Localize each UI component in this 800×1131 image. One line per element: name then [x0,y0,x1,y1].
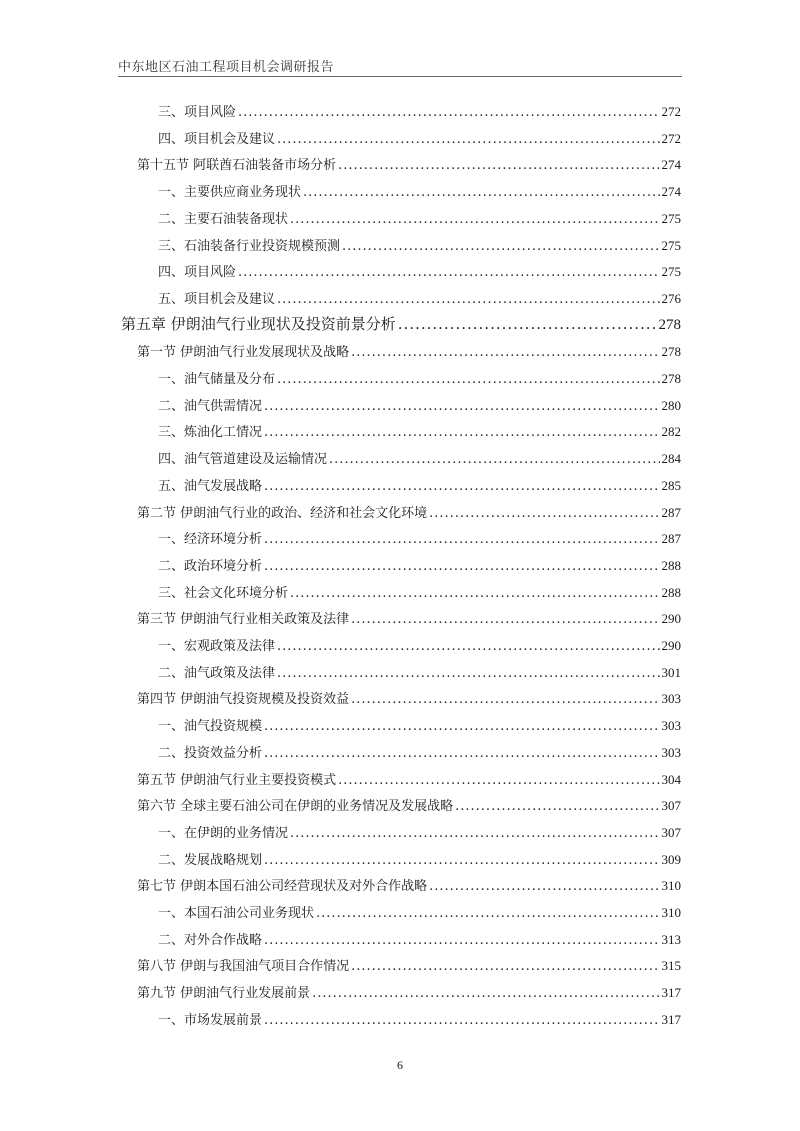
toc-entry[interactable] [158,288,681,310]
toc-entry-label: 一、油气投资规模 [158,719,263,735]
toc-entry-page: 315 [661,958,681,974]
toc-dot-leader [338,158,659,173]
toc-dot-leader [264,399,659,414]
toc-entry-page: 309 [661,851,681,867]
toc-entry[interactable] [158,101,681,123]
toc-entry-label: 一、油气储量及分布 [158,372,276,387]
toc-entry-page: 275 [661,210,681,226]
toc-entry-label: 三、炼油化工情况 [158,425,263,441]
toc-entry-label: 第十五节 阿联酋石油装备市场分析 [137,158,337,174]
toc-entry-label: 二、油气政策及法律 [158,665,276,681]
toc-dot-leader [455,799,659,814]
toc-entry-page: 282 [661,424,681,440]
toc-dot-leader [277,292,659,307]
toc-entry[interactable] [137,608,681,630]
toc-entry-page: 275 [661,237,681,253]
toc-entry[interactable] [137,955,681,977]
toc-entry[interactable] [158,421,681,443]
toc-entry-label: 第五章 伊朗油气行业现状及投资前景分析 [121,314,396,333]
toc-entry-page: 274 [661,184,681,200]
toc-entry[interactable] [158,181,681,203]
toc-entry[interactable] [158,555,681,577]
toc-dot-leader [277,666,659,681]
toc-dot-leader [351,345,659,360]
toc-dot-leader [264,425,659,440]
toc-entry-label: 一、宏观政策及法律 [158,639,276,654]
toc-dot-leader [316,906,659,921]
toc-entry-page: 317 [661,985,681,1001]
toc-dot-leader [264,532,659,547]
toc-dot-leader [277,639,659,654]
toc-entry-label: 二、投资效益分析 [158,745,263,761]
header-divider [118,76,682,77]
toc-entry-page: 272 [661,104,681,119]
toc-entry-page: 275 [661,264,681,280]
toc-entry-label: 一、本国石油公司业务现状 [158,906,315,921]
toc-entry-page: 301 [661,664,681,680]
toc-entry-label: 一、市场发展前景 [158,1012,263,1028]
toc-dot-leader [429,506,659,521]
toc-entry-label: 第九节 伊朗油气行业发展前景 [137,986,311,1002]
toc-entry[interactable] [137,769,681,791]
toc-entry[interactable] [158,902,681,924]
toc-entry[interactable] [158,128,681,150]
toc-entry-page: 313 [661,931,681,947]
toc-entry[interactable] [158,1009,681,1031]
toc-entry[interactable] [137,502,681,524]
toc-entry-label: 第六节 全球主要石油公司在伊朗的业务情况及发展战略 [137,799,454,815]
toc-entry-label: 第四节 伊朗油气投资规模及投资效益 [137,692,350,708]
toc-entry-page: 276 [661,290,681,306]
toc-dot-leader [264,853,659,868]
toc-dot-leader [290,586,659,601]
toc-entry-page: 284 [661,451,681,467]
toc-dot-leader [264,1013,659,1028]
toc-entry-label: 第二节 伊朗油气行业的政治、经济和社会文化环境 [137,505,428,521]
toc-entry-label: 第八节 伊朗与我国油气项目合作情况 [137,959,350,975]
toc-entry-label: 三、石油装备行业投资规模预测 [158,238,341,254]
toc-dot-leader [290,212,659,227]
toc-entry[interactable] [158,849,681,871]
toc-entry-label: 二、政治环境分析 [158,558,263,574]
toc-entry-label: 第三节 伊朗油气行业相关政策及法律 [137,612,350,628]
toc-dot-leader [264,559,659,574]
toc-dot-leader [351,959,659,974]
toc-entry[interactable] [158,662,681,684]
toc-entry-label: 四、项目机会及建议 [158,131,276,147]
toc-entry[interactable] [137,688,681,710]
toc-entry[interactable] [158,822,681,844]
toc-entry-label: 二、油气供需情况 [158,398,263,414]
toc-entry-page: 317 [661,1011,681,1027]
toc-entry-label: 二、发展战略规划 [158,852,263,868]
toc-dot-leader [277,372,659,387]
toc-dot-leader [303,185,659,200]
toc-entry-page: 280 [661,397,681,413]
toc-dot-leader [342,239,659,254]
toc-entry[interactable] [137,875,681,897]
toc-entry-label: 第一节 伊朗油气行业发展现状及战略 [137,345,350,361]
toc-dot-leader [429,879,659,894]
toc-entry[interactable] [158,395,681,417]
toc-entry-page: 310 [661,878,681,894]
toc-entry-page: 303 [661,691,681,707]
toc-dot-leader [264,479,659,494]
toc-entry[interactable] [137,154,681,176]
toc-entry-page: 290 [661,638,681,653]
toc-entry-label: 四、项目风险 [158,265,237,281]
toc-entry[interactable] [158,448,681,470]
toc-entry-page: 307 [661,824,681,840]
toc-entry-page: 278 [661,344,681,360]
toc-entry[interactable] [137,341,681,363]
toc-entry-page: 303 [661,744,681,760]
toc-entry-page: 303 [661,718,681,734]
toc-entry-label: 四、油气管道建设及运输情况 [158,452,328,468]
toc-dot-leader [351,612,659,627]
toc-dot-leader [290,826,659,841]
toc-entry[interactable] [158,235,681,257]
toc-dot-leader [277,132,659,147]
report-title: 中东地区石油工程项目机会调研报告 [118,60,335,75]
toc-entry-label: 三、项目风险 [158,105,237,120]
toc-entry[interactable] [158,528,681,550]
toc-dot-leader [398,315,657,333]
toc-entry[interactable] [137,982,681,1004]
toc-entry[interactable] [158,475,681,497]
toc-entry[interactable] [158,261,681,283]
toc-dot-leader [264,933,659,948]
toc-dot-leader [264,719,659,734]
toc-entry[interactable] [158,715,681,737]
toc-entry-label: 一、主要供应商业务现状 [158,185,302,201]
toc-entry-label: 五、项目机会及建议 [158,291,276,307]
toc-entry-page: 287 [661,531,681,547]
toc-entry-page: 288 [661,584,681,600]
toc-entry[interactable] [158,368,681,390]
toc-entry-page: 285 [661,477,681,493]
toc-entry-page: 274 [661,157,681,173]
toc-entry[interactable] [137,795,681,817]
toc-entry-label: 二、主要石油装备现状 [158,211,289,227]
toc-entry-label: 第五节 伊朗油气行业主要投资模式 [137,772,337,788]
toc-entry[interactable] [158,582,681,604]
toc-dot-leader [338,773,659,788]
toc-entry-page: 287 [661,504,681,520]
toc-dot-leader [312,986,659,1001]
toc-entry-label: 第七节 伊朗本国石油公司经营现状及对外合作战略 [137,879,428,895]
toc-entry-page: 290 [661,611,681,627]
toc-entry-label: 一、在伊朗的业务情况 [158,825,289,841]
toc-entry-page: 288 [661,557,681,573]
toc-entry-label: 三、社会文化环境分析 [158,585,289,601]
toc-entry[interactable] [158,742,681,764]
toc-entry[interactable] [158,929,681,951]
toc-entry-page: 278 [661,371,681,386]
toc-entry-page: 307 [661,798,681,814]
toc-entry[interactable] [158,208,681,230]
toc-entry[interactable] [121,313,681,335]
page-number: 6 [397,1058,403,1072]
toc-entry-label: 二、对外合作战略 [158,932,263,948]
toc-entry-page: 272 [661,130,681,146]
toc-entry-page: 278 [658,316,681,333]
toc-dot-leader [351,692,659,707]
toc-entry-label: 一、经济环境分析 [158,532,263,548]
toc-dot-leader [264,746,659,761]
toc-entry-label: 五、油气发展战略 [158,478,263,494]
toc-dot-leader [329,452,659,467]
toc-entry-page: 304 [661,771,681,787]
toc-entry-page: 310 [661,905,681,920]
toc-dot-leader [238,105,659,120]
toc-entry[interactable] [158,635,681,657]
toc-dot-leader [238,265,659,280]
